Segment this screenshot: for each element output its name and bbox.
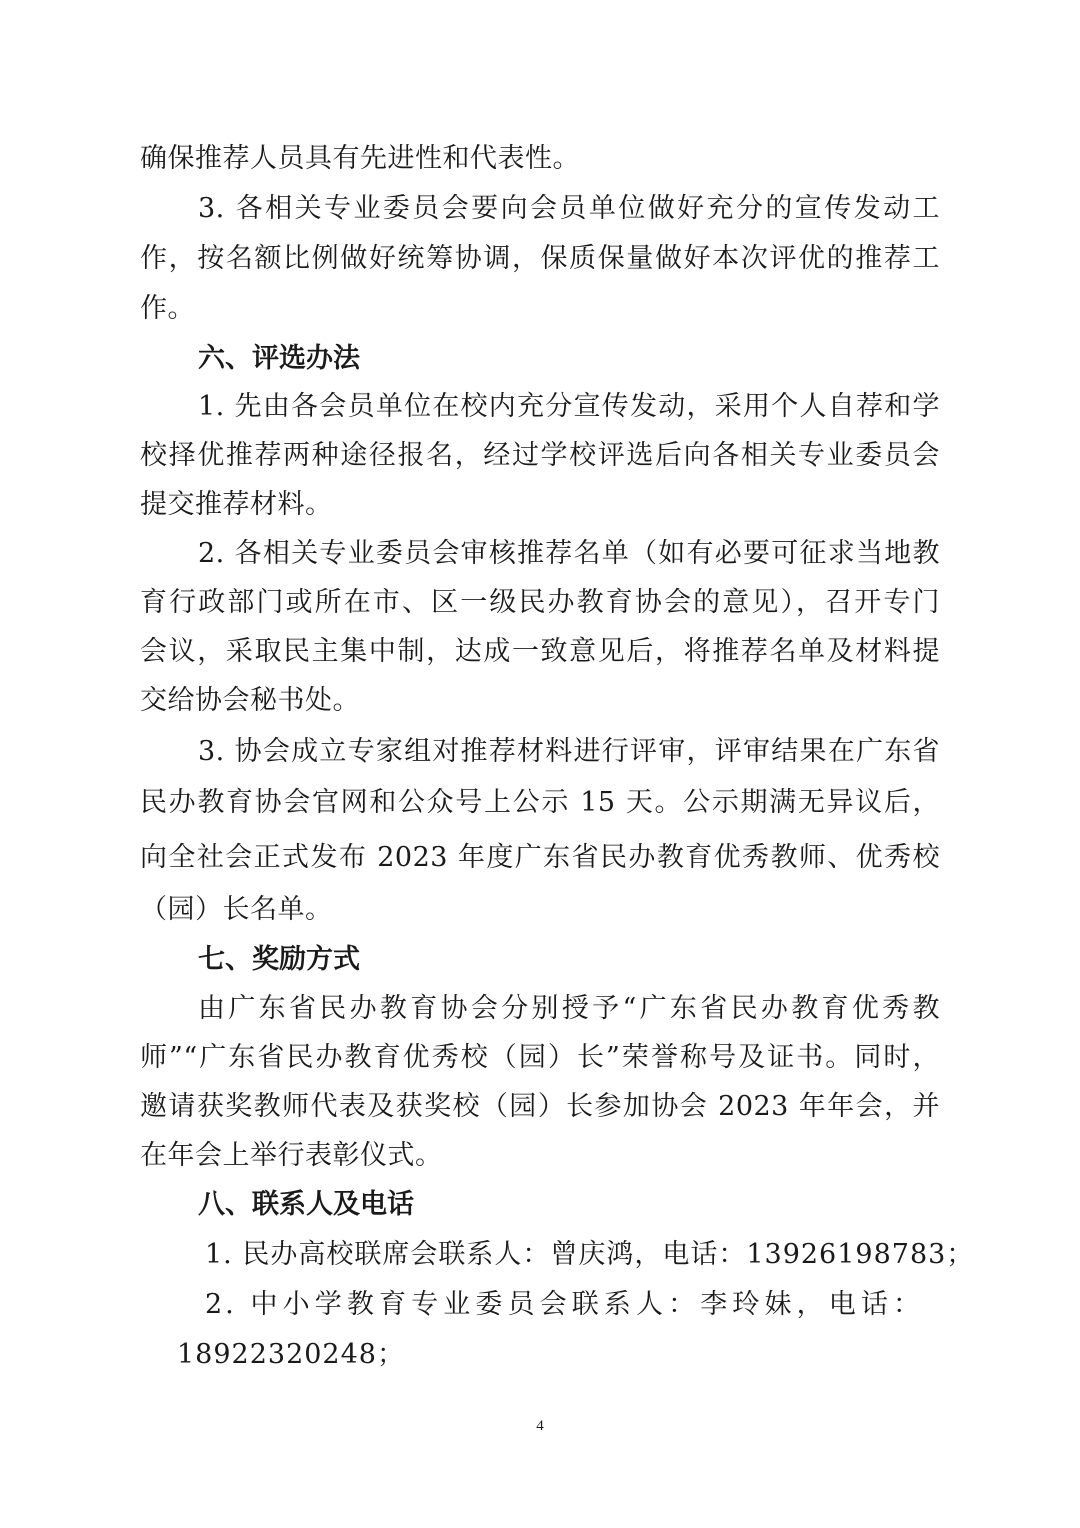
paragraph-line: 邀请获奖教师代表及获奖校（园）长参加协会 2023 年年会，并 xyxy=(140,1091,940,1122)
paragraph-line: 1. 先由各会员单位在校内充分宣传发动，采用个人自荐和学 xyxy=(198,391,940,422)
paragraph-line: （园）长名单。 xyxy=(140,894,333,925)
section-heading-selection-method: 六、评选办法 xyxy=(198,343,360,374)
paragraph-line: 师”“广东省民办教育优秀校（园）长”荣誉称号及证书。同时， xyxy=(140,1042,940,1073)
paragraph-line: 作。 xyxy=(140,293,195,324)
paragraph-line: 交给协会秘书处。 xyxy=(140,685,360,716)
paragraph-line: 提交推荐材料。 xyxy=(140,489,333,520)
paragraph-line: 民办教育协会官网和公众号上公示 15 天。公示期满无异议后， xyxy=(140,787,940,818)
page-number: 4 xyxy=(536,1418,544,1434)
paragraph-line: 2. 各相关专业委员会审核推荐名单（如有必要可征求当地教 xyxy=(198,538,940,569)
paragraph-line: 作，按名额比例做好统筹协调，保质保量做好本次评优的推荐工 xyxy=(140,243,940,274)
paragraph-line: 在年会上举行表彰仪式。 xyxy=(140,1140,443,1171)
paragraph-line: 向全社会正式发布 2023 年度广东省民办教育优秀教师、优秀校 xyxy=(140,842,940,873)
section-heading-contacts: 八、联系人及电话 xyxy=(198,1189,414,1220)
contact-line-university: 1. 民办高校联席会联系人：曾庆鸿，电话：13926198783； xyxy=(205,1239,975,1270)
contact-phone: 18922320248； xyxy=(177,1339,405,1370)
paragraph-line: 校择优推荐两种途径报名，经过学校评选后向各相关专业委员会 xyxy=(140,440,940,471)
paragraph-line: 确保推荐人员具有先进性和代表性。 xyxy=(140,143,580,174)
paragraph-line: 3. 各相关专业委员会要向会员单位做好充分的宣传发动工 xyxy=(198,193,940,224)
paragraph-line: 育行政部门或所在市、区一级民办教育协会的意见），召开专门 xyxy=(140,587,940,618)
section-heading-reward-method: 七、奖励方式 xyxy=(198,944,360,975)
paragraph-line: 会议，采取民主集中制，达成一致意见后，将推荐名单及材料提 xyxy=(140,636,940,667)
paragraph-line: 3. 协会成立专家组对推荐材料进行评审，评审结果在广东省 xyxy=(198,736,940,767)
paragraph-line: 由广东省民办教育协会分别授予“广东省民办教育优秀教 xyxy=(198,993,940,1024)
contact-line-k12: 2. 中小学教育专业委员会联系人：李玲妹，电话： xyxy=(205,1289,923,1320)
